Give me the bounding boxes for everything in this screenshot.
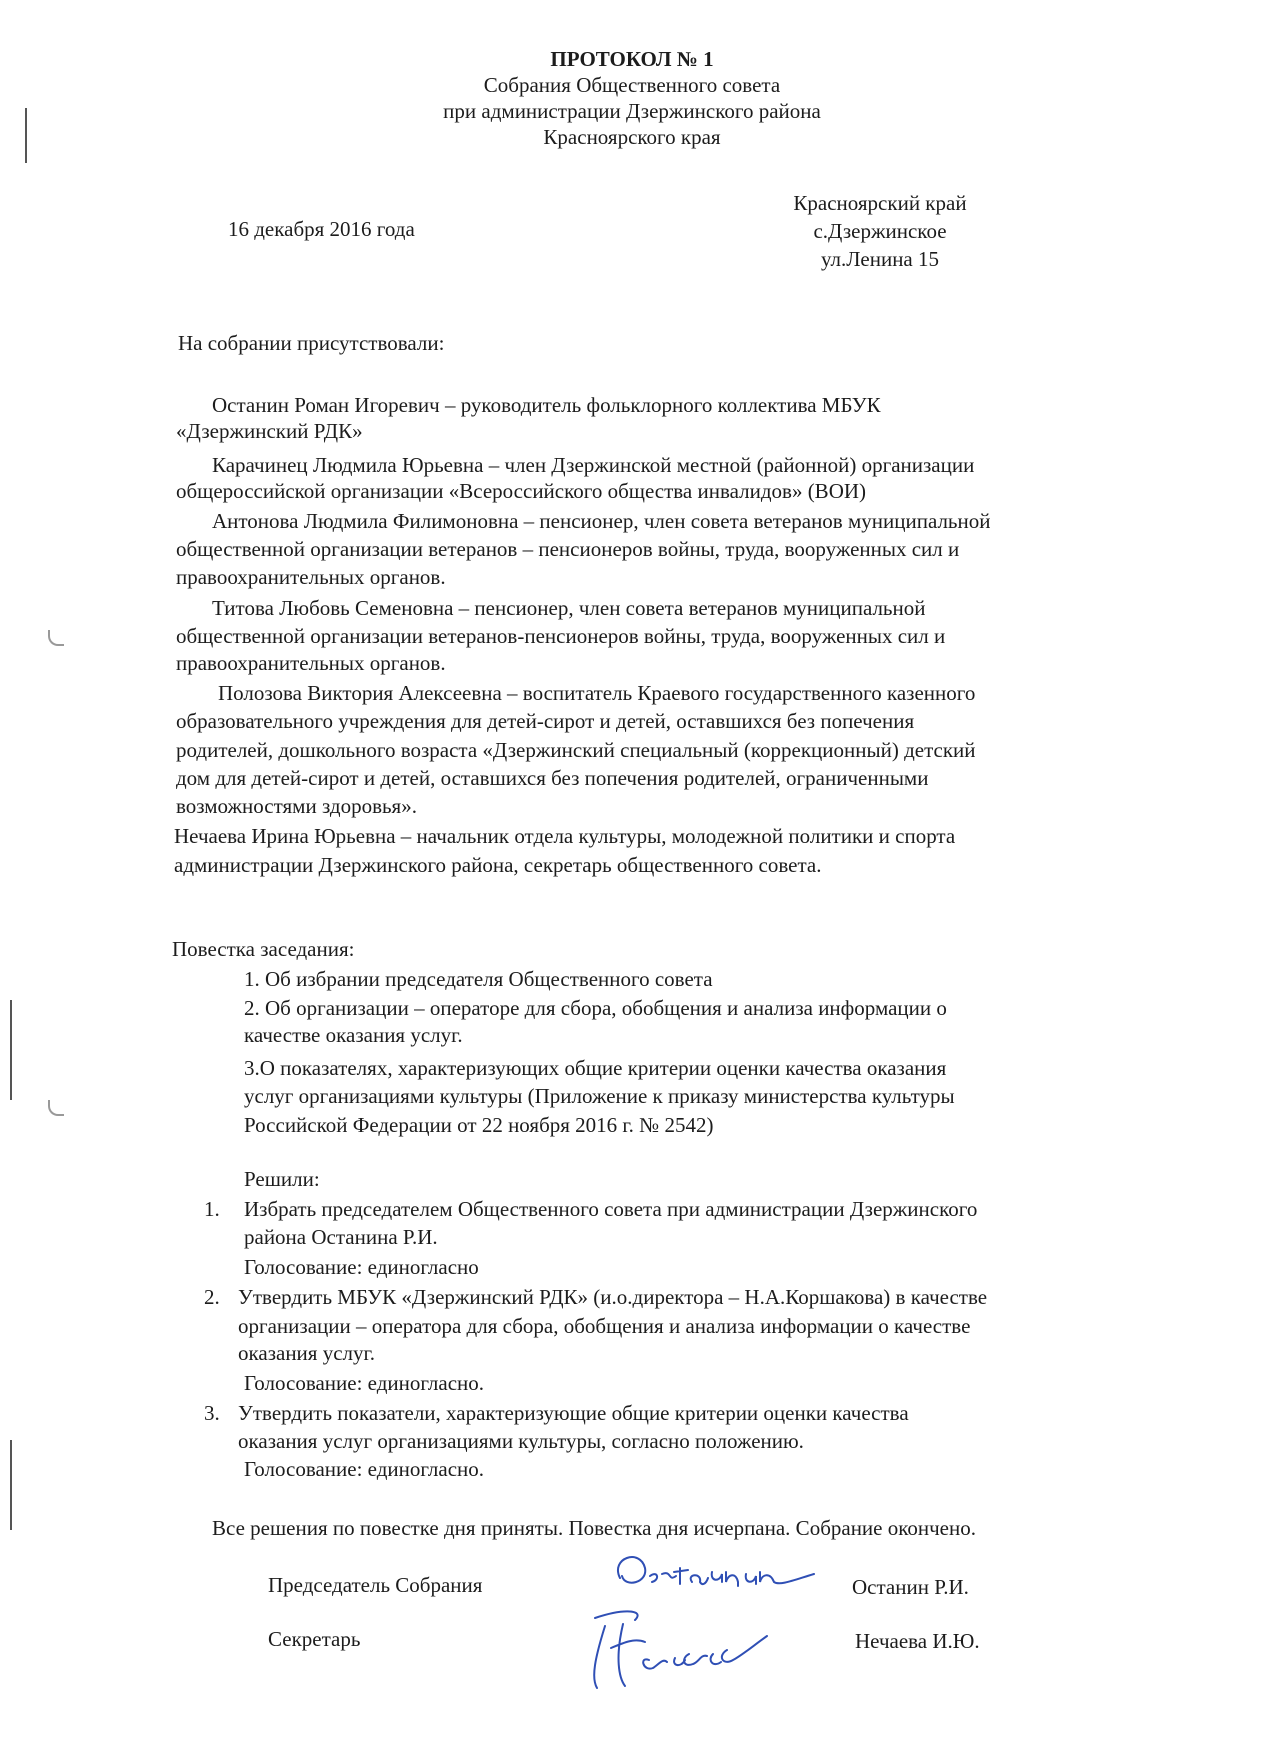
agenda-item: качестве оказания услуг. [244, 1023, 463, 1047]
decision-line: организации – оператора для сбора, обобщения и анализа информации о качестве [238, 1314, 971, 1338]
decision-line: Голосование: единогласно. [244, 1457, 485, 1481]
attendee-line: Нечаева Ирина Юрьевна – начальник отдела культуры, молодежной политики и спорта [174, 824, 956, 848]
decision-line: Утвердить показатели, характеризующие общие критерии оценки качества [238, 1401, 909, 1425]
agenda-heading: Повестка заседания: [172, 937, 355, 961]
attendee-line: правоохранительных органов. [176, 651, 446, 675]
document-subtitle: при администрации Дзержинского района [443, 99, 821, 123]
attendee-line: общественной организации ветеранов – пенсионеров войны, труда, вооруженных сил и [176, 537, 960, 561]
closing-statement: Все решения по повестке дня приняты. Повестка дня исчерпана. Собрание окончено. [212, 1516, 976, 1540]
attendee-line: образовательного учреждения для детей-сирот и детей, оставшихся без попечения [176, 709, 915, 733]
scan-margin-mark [10, 1000, 12, 1100]
meeting-place: Красноярский край [793, 191, 967, 215]
decision-line: оказания услуг. [238, 1341, 376, 1365]
decision-line: оказания услуг организациями культуры, согласно положению. [238, 1429, 804, 1453]
attendee-line: Антонова Людмила Филимоновна – пенсионер, член совета ветеранов муниципальной [212, 509, 991, 533]
attendee-line: правоохранительных органов. [176, 565, 446, 589]
attendee-line: Титова Любовь Семеновна – пенсионер, член совета ветеранов муниципальной [212, 596, 926, 620]
attendee-line: администрации Дзержинского района, секретарь общественного совета. [174, 853, 822, 877]
document-subtitle: Красноярского края [543, 125, 721, 149]
document-title: ПРОТОКОЛ № 1 [550, 47, 714, 71]
decision-line: Избрать председателем Общественного совета при администрации Дзержинского [244, 1197, 978, 1221]
scan-margin-mark [10, 1440, 12, 1530]
attendee-line: возможностями здоровья». [176, 794, 417, 818]
decision-number: 3. [204, 1401, 220, 1425]
attendees-heading: На собрании присутствовали: [178, 331, 445, 355]
attendee-line: Полозова Виктория Алексеевна – воспитатель Краевого государственного казенного [218, 681, 976, 705]
secretary-name: Нечаева И.Ю. [855, 1629, 980, 1653]
attendee-line: дом для детей-сирот и детей, оставшихся без попечения родителей, ограниченными [176, 766, 929, 790]
decision-number: 2. [204, 1285, 220, 1309]
attendee-line: Останин Роман Игоревич – руководитель фольклорного коллектива МБУК [212, 393, 881, 417]
decision-number: 1. [204, 1197, 220, 1221]
secretary-role: Секретарь [268, 1627, 361, 1651]
meeting-date: 16 декабря 2016 года [228, 217, 415, 241]
scan-margin-curl [48, 1100, 64, 1116]
attendee-line: Карачинец Людмила Юрьевна – член Дзержинской местной (районной) организации [212, 453, 975, 477]
attendee-line: «Дзержинский РДК» [176, 419, 363, 443]
chair-role: Председатель Собрания [268, 1573, 483, 1597]
meeting-place: с.Дзержинское [813, 219, 947, 243]
agenda-item: 3.О показателях, характеризующих общие критерии оценки качества оказания [244, 1056, 947, 1080]
decision-line: Голосование: единогласно [244, 1255, 479, 1279]
document-subtitle: Собрания Общественного совета [483, 73, 781, 97]
decision-line: Голосование: единогласно. [244, 1371, 485, 1395]
decision-line: района Останина Р.И. [244, 1225, 438, 1249]
attendee-line: общероссийской организации «Всероссийского общества инвалидов» (ВОИ) [176, 479, 867, 503]
decision-line: Утвердить МБУК «Дзержинский РДК» (и.о.директора – Н.А.Коршакова) в качестве [238, 1285, 988, 1309]
attendee-line: родителей, дошкольного возраста «Дзержинский специальный (коррекционный) детский [176, 738, 976, 762]
attendee-line: общественной организации ветеранов-пенсионеров войны, труда, вооруженных сил и [176, 624, 946, 648]
agenda-item: 2. Об организации – операторе для сбора, обобщения и анализа информации о [244, 996, 947, 1020]
secretary-signature [565, 1598, 785, 1698]
scan-margin-mark [25, 108, 27, 163]
chair-name: Останин Р.И. [852, 1575, 969, 1599]
scan-margin-curl [48, 630, 64, 646]
agenda-item: 1. Об избрании председателя Общественного совета [244, 967, 713, 991]
agenda-item: Российской Федерации от 22 ноября 2016 г. № 2542) [244, 1113, 714, 1137]
meeting-place: ул.Ленина 15 [820, 247, 939, 271]
decisions-heading: Решили: [244, 1167, 320, 1191]
agenda-item: услуг организациями культуры (Приложение к приказу министерства культуры [244, 1084, 955, 1108]
